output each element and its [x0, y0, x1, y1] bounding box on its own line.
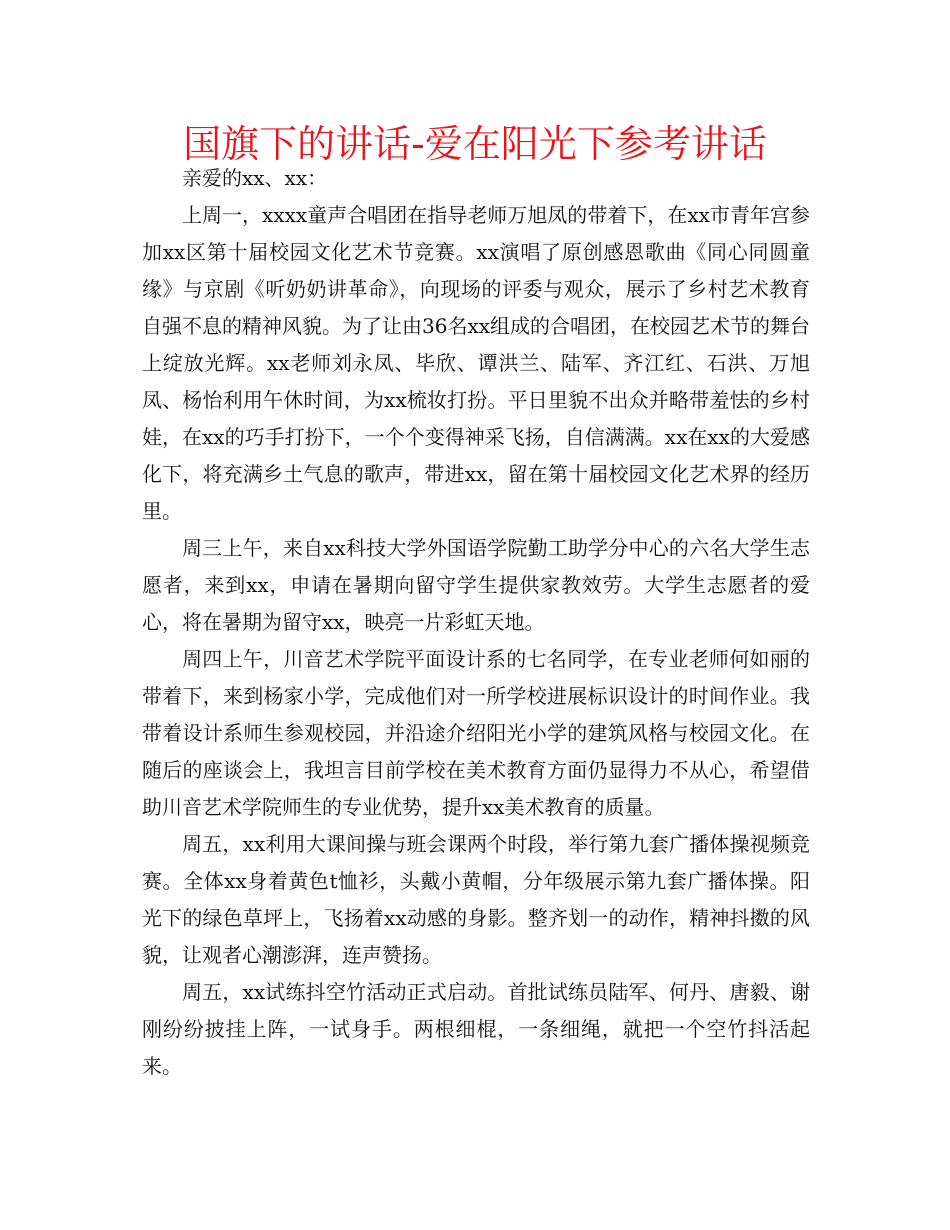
salutation: 亲爱的xx、xx：	[182, 166, 328, 190]
document-title: 国旗下的讲话-爱在阳光下参考讲话	[183, 122, 767, 166]
paragraph-4: 周五，xx利用大课间操与班会课两个时段，举行第九套广播体操视频竞赛。全体xx身着黄色t恤衫，头戴小黄帽，分年级展示第九套广播体操。阳光下的绿色草坪上，飞扬着xx动感的身影。整齐划一的动作，精神抖擞的风貌，让观者心潮澎湃，连声赞扬。	[142, 832, 810, 967]
paragraph-2: 周三上午，来自xx科技大学外国语学院勤工助学分中心的六名大学生志愿者，来到xx，申请在暑期向留守学生提供家教效劳。大学生志愿者的爱心，将在暑期为留守xx，映亮一片彩虹天地。	[142, 536, 810, 634]
paragraph-5: 周五，xx试练抖空竹活动正式启动。首批试练员陆军、何丹、唐毅、谢刚纷纷披挂上阵，一试身手。两根细棍，一条细绳，就把一个空竹抖活起来。	[142, 980, 810, 1078]
paragraph-3: 周四上午，川音艺术学院平面设计系的七名同学，在专业老师何如丽的带着下，来到杨家小学，完成他们对一所学校进展标识设计的时间作业。我带着设计系师生参观校园，并沿途介绍阳光小学的建筑风格与校园文化。在随后的座谈会上，我坦言目前学校在美术教育方面仍显得力不从心，希望借助川音艺术学院师生的专业优势，提升xx美术教育的质量。	[142, 647, 810, 819]
document-body	[142, 160, 810, 1085]
paragraph-1: 上周一，xxxx童声合唱团在指导老师万旭凤的带着下，在xx市青年宫参加xx区第十届校园文化艺术节竞赛。xx演唱了原创感恩歌曲《同心同圆童缘》与京剧《听奶奶讲革命》，向现场的评委与观众，展示了乡村艺术教育自强不息的精神风貌。为了让由36名xx组成的合唱团，在校园艺术节的舞台上绽放光辉。xx老师刘永凤、毕欣、谭洪兰、陆军、齐江红、石洪、万旭凤、杨怡利用午休时间，为xx梳妆打扮。平日里貌不出众并略带羞怯的乡村娃，在xx的巧手打扮下，一个个变得神采飞扬，自信满满。xx在xx的大爱感化下，将充满乡土气息的歌声，带进xx，留在第十届校园文化艺术界的经历里。	[142, 203, 811, 523]
